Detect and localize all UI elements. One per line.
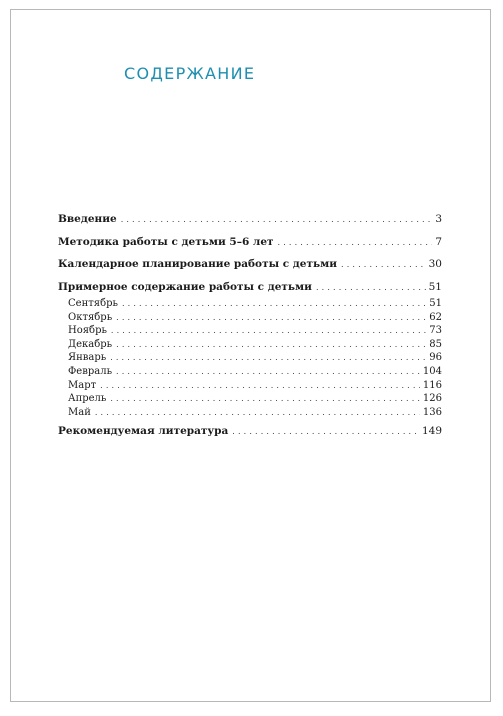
dot-leader bbox=[232, 425, 419, 438]
toc-subentry-page: 104 bbox=[422, 365, 442, 377]
toc-subentry-october bbox=[58, 311, 442, 325]
toc-subentry-february bbox=[58, 365, 442, 379]
toc-entry-page: 3 bbox=[435, 213, 442, 225]
dot-leader bbox=[95, 406, 420, 419]
toc-entry-page: 30 bbox=[428, 258, 442, 270]
toc-subentry-page: 136 bbox=[422, 406, 442, 418]
dot-leader bbox=[122, 297, 426, 310]
toc-subentry-page: 51 bbox=[429, 298, 442, 309]
toc-entry-page: 7 bbox=[435, 235, 442, 248]
toc-subentry-march bbox=[58, 379, 442, 393]
toc-subentry-page: 73 bbox=[429, 325, 442, 337]
toc-subentry-label: Январь bbox=[68, 352, 107, 364]
table-of-contents bbox=[58, 213, 442, 442]
toc-entry-calendar-planning bbox=[58, 258, 442, 275]
dot-leader bbox=[116, 338, 426, 351]
toc-subentry-label: Октябрь bbox=[68, 311, 113, 323]
toc-subentry-page: 96 bbox=[429, 352, 442, 364]
toc-subentry-december bbox=[58, 338, 442, 352]
toc-entry-introduction bbox=[58, 213, 442, 230]
toc-entry-sample-content bbox=[58, 281, 442, 298]
toc-subentry-label: Апрель bbox=[68, 393, 107, 405]
dot-leader bbox=[121, 213, 433, 226]
dot-leader bbox=[116, 311, 426, 324]
toc-subentry-label: Сентябрь bbox=[68, 298, 118, 309]
dot-leader bbox=[100, 379, 420, 392]
toc-entry-label: Введение bbox=[58, 213, 117, 225]
toc-entry-literature bbox=[58, 425, 442, 442]
toc-subentry-november bbox=[58, 324, 442, 338]
dot-leader bbox=[316, 281, 426, 294]
toc-subentry-page: 62 bbox=[429, 311, 442, 323]
toc-entry-label: Методика работы с детьми 5–6 лет bbox=[58, 235, 274, 248]
toc-subentry-label: Декабрь bbox=[68, 338, 113, 350]
dot-leader bbox=[341, 258, 426, 271]
toc-subentry-september bbox=[58, 297, 442, 311]
toc-subentry-page: 116 bbox=[422, 379, 442, 391]
toc-entry-page: 51 bbox=[428, 280, 442, 293]
dot-leader bbox=[116, 365, 420, 378]
toc-subentry-page: 85 bbox=[429, 338, 442, 350]
toc-subentry-label: Май bbox=[68, 406, 91, 418]
toc-subentry-label: Ноябрь bbox=[68, 325, 107, 337]
toc-entry-label: Календарное планирование работы с детьми bbox=[58, 258, 338, 270]
toc-entry-label: Примерное содержание работы с детьми bbox=[58, 280, 312, 293]
book-page bbox=[10, 9, 491, 702]
toc-entry-label: Рекомендуемая литература bbox=[58, 425, 229, 438]
toc-subentry-label: Февраль bbox=[68, 365, 113, 377]
toc-subentry-may bbox=[58, 406, 442, 420]
dot-leader bbox=[278, 236, 433, 249]
dot-leader bbox=[110, 392, 420, 405]
toc-subentry-page: 126 bbox=[422, 393, 442, 405]
dot-leader bbox=[111, 324, 426, 337]
page-title: СОДЕРЖАНИЕ bbox=[124, 64, 256, 83]
toc-subentry-january bbox=[58, 351, 442, 365]
toc-subentry-april bbox=[58, 392, 442, 406]
toc-entry-page: 149 bbox=[421, 425, 442, 438]
toc-subentry-label: Март bbox=[68, 379, 97, 391]
dot-leader bbox=[110, 351, 426, 364]
toc-entry-methodology bbox=[58, 236, 442, 253]
